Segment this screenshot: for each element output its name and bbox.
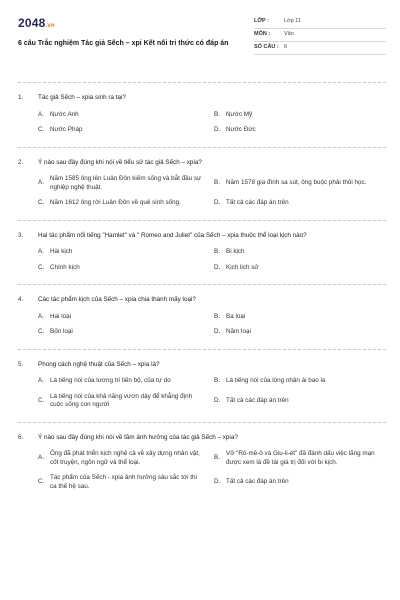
question-text: Ý nào sau đây đúng khi nói về tầm ảnh hưởng của tác giả Sếch – xpia? — [38, 433, 238, 441]
option-d[interactable] — [214, 126, 388, 135]
option-c[interactable] — [38, 264, 212, 273]
option-text: Nước Pháp — [50, 126, 83, 133]
option-d[interactable] — [214, 393, 388, 410]
option-text: Tất cả các đáp án trên — [226, 199, 289, 206]
question-number: 5. — [18, 360, 24, 368]
header-left — [18, 12, 248, 82]
page-title: 6 câu Trắc nghiệm Tác giả Sếch – xpi Kết nối tri thức có đáp án — [18, 40, 229, 48]
question-number: 6. — [18, 433, 24, 441]
option-text: Chính kịch — [50, 263, 80, 271]
divider — [18, 349, 386, 350]
option-text: Bốn loại — [50, 328, 73, 335]
divider — [18, 220, 386, 221]
option-letter: C. — [38, 478, 45, 486]
question-text: Phong cách nghệ thuật của Sếch – xpia là? — [38, 360, 160, 368]
options-grid — [18, 248, 386, 272]
option-text: Bi kịch — [226, 248, 245, 255]
question-2 — [18, 159, 386, 208]
meta-label: SỐ CÂU : — [254, 44, 279, 51]
question-text: Tác giả Sếch – xpia sinh ra tại? — [38, 94, 126, 101]
option-letter: A. — [38, 179, 44, 187]
option-a[interactable] — [38, 377, 212, 386]
options-grid — [18, 175, 386, 208]
question-3 — [18, 232, 386, 273]
options-grid — [18, 111, 386, 135]
option-a[interactable] — [38, 248, 212, 257]
site-logo[interactable] — [18, 15, 248, 31]
option-b[interactable] — [214, 313, 388, 322]
option-text: Năm loại — [226, 328, 251, 335]
option-letter: D. — [214, 263, 221, 271]
option-letter: B. — [214, 110, 220, 118]
option-text: Hai loại — [50, 312, 71, 320]
option-letter: D. — [214, 199, 221, 206]
logo-main: 2048 — [18, 16, 46, 30]
option-text: Tác phẩm của Sếch - xpia ảnh hưởng sâu sắc tới thi ca thế hệ sau. — [50, 474, 197, 490]
options-grid — [18, 450, 386, 491]
option-text: Ba loại — [226, 312, 246, 320]
option-letter: D. — [214, 478, 221, 486]
option-c[interactable] — [38, 328, 212, 337]
option-text: Năm 1612 ông rời Luân Đôn về quê sinh sống. — [50, 199, 181, 206]
option-letter: C. — [38, 199, 45, 206]
option-d[interactable] — [214, 264, 388, 273]
option-b[interactable] — [214, 377, 388, 386]
option-c[interactable] — [38, 199, 212, 208]
option-text: Năm 1585 ông lên Luân Đôn kiếm sống và bắt đầu sự nghiệp nghệ thuật. — [50, 175, 202, 191]
divider — [18, 284, 386, 285]
option-text: Là tiếng nói của khả năng vươn dậy để khẳng định cuộc sống con người — [50, 392, 193, 408]
option-d[interactable] — [214, 328, 388, 337]
option-a[interactable] — [38, 175, 212, 192]
option-a[interactable] — [38, 111, 212, 120]
question-number: 4. — [18, 296, 24, 303]
option-text: Ông đã phát triển kịch nghệ cả về xây dựng nhân vật, cốt truyện, ngôn ngữ và thể loại. — [50, 450, 200, 466]
question-5 — [18, 361, 386, 410]
option-letter: B. — [214, 179, 220, 187]
meta-label: MÔN : — [254, 31, 271, 38]
option-letter: A. — [38, 454, 44, 462]
option-letter: C. — [38, 263, 45, 271]
question-text: Ý nào sau đây đúng khi nói về tiểu sử tác giả Sếch – xpia? — [38, 158, 202, 166]
option-letter: D. — [214, 328, 221, 335]
option-letter: B. — [214, 377, 220, 384]
meta-value: 6 — [284, 44, 288, 51]
option-letter: A. — [38, 312, 44, 320]
meta-value: Lớp 11 — [284, 18, 301, 25]
option-letter: C. — [38, 396, 45, 404]
meta-row-subject — [254, 29, 386, 42]
option-letter: A. — [38, 248, 44, 255]
meta-table — [254, 16, 386, 82]
meta-row-class — [254, 16, 386, 29]
question-4 — [18, 296, 386, 337]
question-number: 2. — [18, 158, 24, 166]
option-text: Tất cả các đáp án trên — [226, 478, 289, 486]
option-letter: A. — [38, 110, 44, 118]
divider — [18, 82, 386, 83]
option-letter: B. — [214, 454, 220, 462]
option-b[interactable] — [214, 111, 388, 120]
option-b[interactable] — [214, 248, 388, 257]
option-b[interactable] — [214, 450, 388, 467]
option-a[interactable] — [38, 450, 212, 467]
option-b[interactable] — [214, 175, 388, 192]
question-number: 1. — [18, 94, 24, 101]
option-letter: C. — [38, 328, 45, 335]
option-text: Nước Đức — [226, 126, 256, 133]
option-text: Là tiếng nói của lương tri tiến bộ, của tự do — [50, 377, 171, 384]
question-6 — [18, 434, 386, 492]
option-letter: C. — [38, 126, 45, 133]
option-c[interactable] — [38, 393, 212, 410]
options-grid — [18, 377, 386, 410]
divider — [18, 422, 386, 423]
option-letter: A. — [38, 377, 44, 384]
meta-label: LỚP : — [254, 18, 269, 25]
option-letter: D. — [214, 396, 221, 404]
option-d[interactable] — [214, 199, 388, 208]
option-text: Năm 1578 gia đình sa sút, ông buộc phải thôi học. — [226, 179, 367, 187]
question-text: Các tác phẩm kịch của Sếch – xpia chia thành mấy loại? — [38, 296, 196, 303]
option-text: Là tiếng nói của lòng nhân ái bao la — [226, 377, 326, 384]
option-text: Nước Mỹ — [226, 110, 253, 118]
divider — [18, 147, 386, 148]
logo-sub: .vn — [45, 23, 55, 29]
option-text: Vở "Rô-mê-ô và Giu-li-ét" đã đánh dấu việc lãng mạn được xem là đề tài giá trị đối với bi kịch. — [226, 450, 375, 466]
question-1 — [18, 94, 386, 135]
option-text: Nước Anh — [50, 110, 79, 118]
option-text: Kịch lịch sử — [226, 263, 259, 271]
meta-value: Văn — [284, 31, 294, 38]
option-letter: B. — [214, 312, 220, 320]
question-number: 3. — [18, 231, 24, 239]
option-a[interactable] — [38, 313, 212, 322]
option-d[interactable] — [214, 474, 388, 491]
question-text: Hai tác phẩm nổi tiếng "Hamlet" và " Romeo and Juliet" của Sếch – xpia thuộc thể loại kịch nào? — [38, 231, 307, 239]
option-text: Hài kịch — [50, 248, 73, 255]
option-letter: D. — [214, 126, 221, 133]
options-grid — [18, 313, 386, 337]
option-c[interactable] — [38, 126, 212, 135]
option-letter: B. — [214, 248, 220, 255]
meta-row-count — [254, 42, 386, 55]
option-c[interactable] — [38, 474, 212, 491]
option-text: Tất cả các đáp án trên — [226, 396, 289, 404]
header — [18, 12, 386, 82]
